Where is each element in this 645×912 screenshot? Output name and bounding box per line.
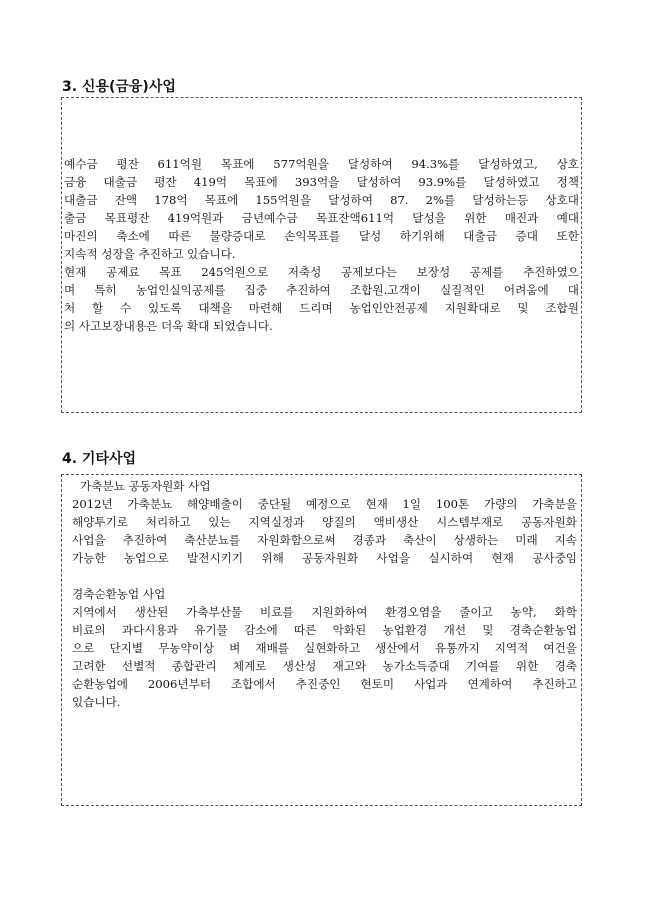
subsection-title-livestock-manure: 가축분뇨 공동자원화 사업 [80, 479, 211, 493]
section-3-line: 금융 대출금 평잔 419억 목표에 393억을 달성하여 93.9%를 달성하였고 정책 [64, 175, 579, 189]
section-4-line: 2012년 가축분뇨 해양배출이 중단될 예정으로 현재 1일 100톤 가량의 가축분을 [72, 497, 577, 511]
section-4-line: 지역에서 생산된 가축부산물 비료를 지원화하여 환경오염을 줄이고 농약, 화학 [72, 605, 577, 619]
section-3-line: 처 할 수 있도록 대책을 마련해 드리며 농업인안전공제 지원확대로 및 조합원 [64, 301, 579, 315]
section-4-line: 비료의 과다시용과 유기물 감소에 따른 악화된 농업환경 개선 및 경축순환농업 [72, 623, 577, 637]
section-3-line: 지속적 성장을 추진하고 있습니다. [64, 247, 236, 261]
section-4-box [61, 474, 582, 806]
section-3-line: 대출금 잔액 178억 목표에 155억원을 달성하여 87. 2%를 달성하는등 상호대 [64, 193, 579, 207]
section-3-line: 현재 공제료 목표 245억원으로 저축성 공제보다는 보장성 공제를 추진하였으 [64, 265, 579, 279]
section-3-line: 출금 목표평잔 419억원과 금년예수금 목표잔액611억 달성을 위한 매진과 예대 [64, 211, 579, 225]
section-4-line: 으로 단지별 무농약이상 벼 재배를 실현화하고 생산에서 유통까지 지역적 여건을 [72, 641, 577, 655]
section-4-line: 해양투기로 처리하고 있는 지역실정과 양질의 액비생산 시스템부재로 공동자원화 [72, 515, 577, 529]
section-4-line: 사업을 추진하여 축산분뇨를 자원화함으로써 경종과 축산이 상생하는 미래 지속 [72, 533, 577, 547]
section-3-line: 예수금 평잔 611억원 목표에 577억원을 달성하여 94.3%를 달성하였고, 상호 [64, 157, 579, 171]
section-3-line: 의 사고보장내용은 더욱 확대 되었습니다. [64, 319, 273, 333]
section-3-line: 며 특히 농업인실익공제를 집중 추진하여 조합원.고객이 실질적인 어려움에 대 [64, 283, 579, 297]
section-4-line: 있습니다. [72, 695, 121, 709]
section-3-heading: 3. 신용(금융)사업 [62, 79, 176, 95]
section-4-heading: 4. 기타사업 [62, 451, 137, 467]
section-4-line: 가능한 농업으로 발전시키기 위해 공동자원화 사업을 실시하여 현재 공사중임 [72, 551, 577, 565]
section-4-line: 고려한 선별적 종합관리 체계로 생산성 재고와 농가소득증대 기여를 위한 경축 [72, 659, 577, 673]
paragraph-spacer [72, 567, 577, 585]
section-3-body [64, 155, 579, 335]
subsection-title-crop-livestock-cycle: 경축순환농업 사업 [72, 587, 166, 601]
section-3-box [61, 97, 582, 413]
section-4-line: 순환농업에 2006년부터 조합에서 추진중인 현토미 사업과 연계하여 추진하고 [72, 677, 577, 691]
section-3-line: 마진의 축소에 따른 물량증대로 손익목표를 달성 하기위해 대출금 증대 또한 [64, 229, 579, 243]
section-4-body [72, 477, 577, 711]
